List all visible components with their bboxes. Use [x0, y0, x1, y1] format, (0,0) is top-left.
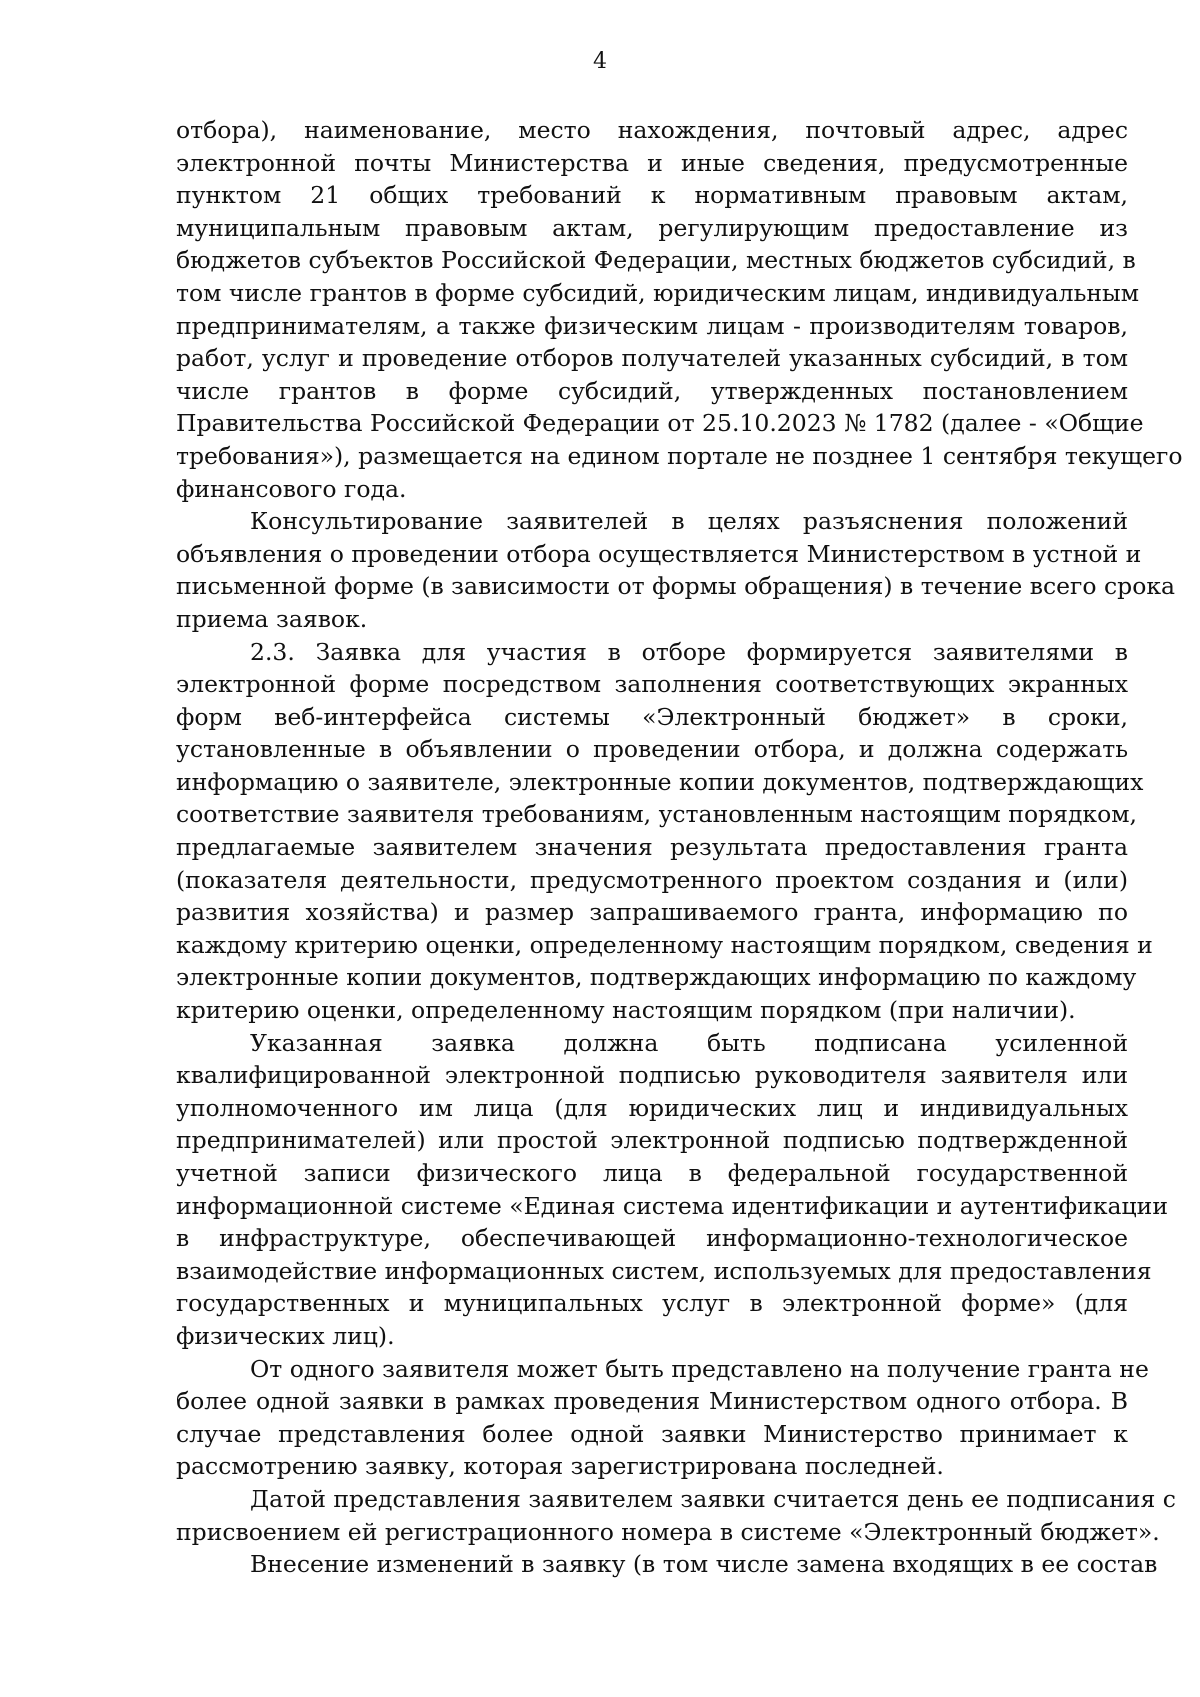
text-line: пунктом 21 общих требований к нормативным правовым актам,	[176, 181, 1128, 210]
text-line: Датой представления заявителем заявки считается день ее подписания с	[250, 1484, 1176, 1513]
text-line: объявления о проведении отбора осуществляется Министерством в устной и	[176, 539, 1142, 568]
text-line: Внесение изменений в заявку (в том числе замена входящих в ее состав	[250, 1550, 1158, 1579]
text-line: информационной системе «Единая система идентификации и аутентификации	[176, 1191, 1168, 1220]
text-line: квалифицированной электронной подписью руководителя заявителя или	[176, 1061, 1128, 1090]
text-line: взаимодействие информационных систем, используемых для предоставления	[176, 1256, 1152, 1285]
text-line: работ, услуг и проведение отборов получателей указанных субсидий, в том	[176, 344, 1128, 373]
text-line: 2.3. Заявка для участия в отборе формируется заявителями в	[250, 637, 1128, 666]
text-line: уполномоченного им лица (для юридических лиц и индивидуальных	[176, 1093, 1128, 1122]
text-line: государственных и муниципальных услуг в электронной форме» (для	[176, 1289, 1128, 1318]
paragraph	[176, 505, 1176, 635]
text-line: Правительства Российской Федерации от 25.10.2023 № 1782 (далее - «Общие	[176, 409, 1144, 438]
text-line: учетной записи физического лица в федеральной государственной	[176, 1159, 1128, 1187]
text-line: электронной форме посредством заполнения соответствующих экранных	[176, 670, 1128, 699]
text-line: приема заявок.	[176, 604, 368, 633]
text-line: письменной форме (в зависимости от формы обращения) в течение всего срока	[176, 572, 1176, 601]
text-line: Консультирование заявителей в целях разъяснения положений	[250, 507, 1128, 536]
text-line: форм веб-интерфейса системы «Электронный бюджет» в сроки,	[176, 702, 1128, 731]
text-line: От одного заявителя может быть представлено на получение гранта не	[250, 1354, 1149, 1383]
document-body	[176, 114, 1183, 1581]
paragraph	[176, 114, 1183, 505]
paragraph	[176, 636, 1153, 1027]
text-line: развития хозяйства) и размер запрашиваемого гранта, информацию по	[176, 898, 1128, 927]
paragraph	[176, 1483, 1176, 1548]
page-number: 4	[593, 49, 607, 74]
text-line: предпринимателей) или простой электронной подписью подтвержденной	[176, 1126, 1128, 1155]
text-line: отбора), наименование, место нахождения, почтовый адрес, адрес	[176, 116, 1128, 144]
text-line: случае представления более одной заявки Министерство принимает к	[176, 1419, 1128, 1448]
text-line: каждому критерию оценки, определенному настоящим порядком, сведения и	[176, 930, 1153, 959]
text-line: информацию о заявителе, электронные копии документов, подтверждающих	[176, 767, 1144, 796]
text-line: Указанная заявка должна быть подписана усиленной	[250, 1028, 1128, 1057]
text-line: предпринимателям, а также физическим лицам - производителям товаров,	[176, 311, 1128, 340]
text-line: требования»), размещается на едином портале не позднее 1 сентября текущего	[176, 441, 1183, 470]
text-line: финансового года.	[176, 474, 407, 503]
text-line: (показателя деятельности, предусмотренного проектом создания и (или)	[176, 865, 1128, 894]
text-line: электронные копии документов, подтверждающих информацию по каждому	[176, 963, 1137, 992]
text-line: в инфраструктуре, обеспечивающей информационно-технологическое	[176, 1224, 1128, 1253]
text-line: критерию оценки, определенному настоящим порядком (при наличии).	[176, 996, 1076, 1025]
text-line: электронной почты Министерства и иные сведения, предусмотренные	[176, 148, 1128, 177]
text-line: числе грантов в форме субсидий, утвержденных постановлением	[176, 376, 1128, 405]
text-line: присвоением ей регистрационного номера в системе «Электронный бюджет».	[176, 1517, 1160, 1546]
text-line: более одной заявки в рамках проведения Министерством одного отбора. В	[176, 1387, 1128, 1416]
text-line: предлагаемые заявителем значения результата предоставления гранта	[176, 833, 1128, 862]
text-line: муниципальным правовым актам, регулирующим предоставление из	[176, 213, 1128, 242]
text-line: физических лиц).	[176, 1321, 395, 1350]
text-line: рассмотрению заявку, которая зарегистрирована последней.	[176, 1452, 944, 1481]
text-line: установленные в объявлении о проведении отбора, и должна содержать	[176, 735, 1128, 764]
paragraph	[176, 1353, 1149, 1483]
text-line: соответствие заявителя требованиям, установленным настоящим порядком,	[176, 800, 1138, 829]
paragraph	[176, 1548, 1158, 1581]
paragraph	[176, 1027, 1168, 1353]
text-line: бюджетов субъектов Российской Федерации, местных бюджетов субсидий, в	[176, 246, 1136, 275]
text-line: том числе грантов в форме субсидий, юридическим лицам, индивидуальным	[176, 278, 1140, 307]
